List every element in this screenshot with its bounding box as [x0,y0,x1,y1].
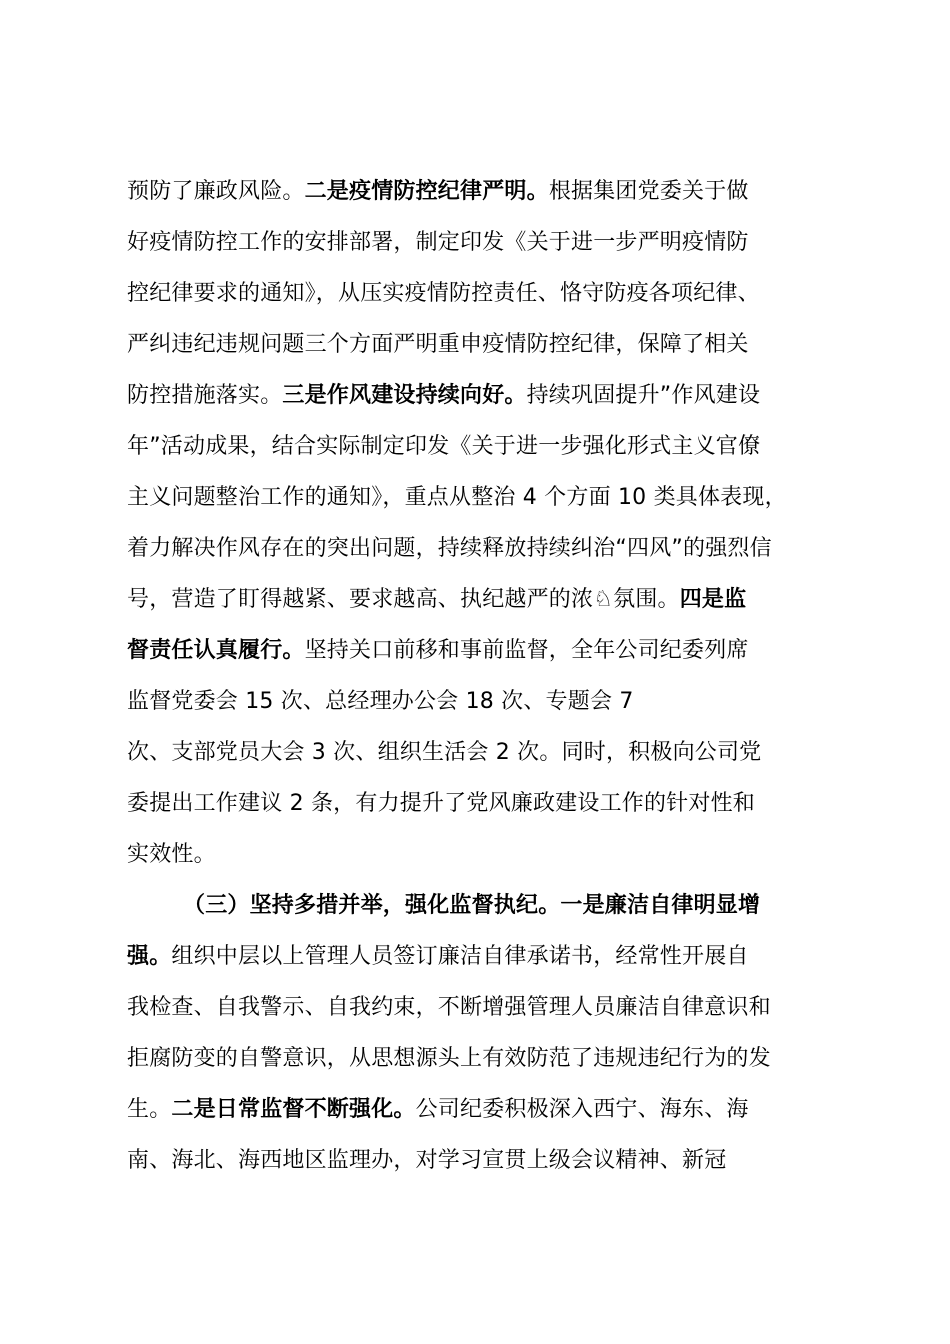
bold-text-run: 三是作风建设持续向好。 [282,383,527,408]
text-line [127,421,867,472]
text-line [127,1033,867,1084]
text-run: 控纪律要求的通知》，从压实疫情防控责任、恪守防疫各项纪律、 [127,281,760,306]
text-run: 实效性。 [127,842,216,867]
text-run: 监督党委会 15 次、总经理办公会 18 次、专题会 7 [127,689,634,714]
text-run: 号，营造了盯得越紧、要求越高、执纪越严的浓♘氛围。 [127,587,680,612]
text-line [127,1084,867,1135]
text-line [127,829,867,880]
text-run: 根据集团党委关于做 [548,179,749,204]
text-line [127,625,867,676]
bold-text-run: 二是疫情防控纪律严明。 [304,179,549,204]
text-line [127,268,867,319]
bold-text-run: 四是监 [679,587,747,612]
text-line [127,880,867,931]
text-line [127,982,867,1033]
text-run: 主义问题整治工作的通知》，重点从整治 4 个方面 10 类具体表现， [127,485,787,510]
text-run: 拒腐防变的自警意识，从思想源头上有效防范了违规违纪行为的发 [127,1046,771,1071]
bold-text-run: 强。 [127,944,172,969]
text-line [127,931,867,982]
text-run: 严纠违纪违规问题三个方面严明重申疫情防控纪律，保障了相关 [127,332,749,357]
text-run: 年”活动成果，结合实际制定印发《关于进一步强化形式主义官僚 [127,434,761,459]
text-line [127,166,867,217]
body-text [127,166,867,1186]
text-run: 委提出工作建议 2 条，有力提升了党风廉政建设工作的针对性和 [127,791,755,816]
text-run: 次、支部党员大会 3 次、组织生活会 2 次。同时，积极向公司党 [127,740,762,765]
bold-text-run: 二是日常监督不断强化。 [171,1097,416,1122]
bold-text-run: 督责任认真履行。 [127,638,305,663]
text-run: 我检查、自我警示、自我约束，不断增强管理人员廉洁自律意识和 [127,995,771,1020]
text-line [127,217,867,268]
text-run: 好疫情防控工作的安排部署，制定印发《关于进一步严明疫情防 [127,230,749,255]
text-run: 南、海北、海西地区监理办，对学习宣贯上级会议精神、新冠 [127,1148,727,1173]
text-line [127,574,867,625]
bold-text-run: （三）坚持多措并举，强化监督执纪。一是廉洁自律明显增 [183,893,761,918]
text-line [127,319,867,370]
text-line [127,472,867,523]
text-run: 预防了廉政风险。 [127,179,305,204]
text-run: 防控措施落实。 [127,383,283,408]
text-run: 组织中层以上管理人员签订廉洁自律承诺书，经常性开展自 [171,944,749,969]
text-line [127,778,867,829]
text-run: 着力解决作风存在的突出问题，持续释放持续纠治“四风”的强烈信 [127,536,772,561]
text-line [127,523,867,574]
text-run: 生。 [127,1097,172,1122]
text-line [127,676,867,727]
text-line [127,1135,867,1186]
text-run: 公司纪委积极深入西宁、海东、海 [415,1097,749,1122]
text-line [127,727,867,778]
text-run: 持续巩固提升”作风建设 [526,383,761,408]
text-run: 坚持关口前移和事前监督，全年公司纪委列席 [304,638,749,663]
text-line [127,370,867,421]
